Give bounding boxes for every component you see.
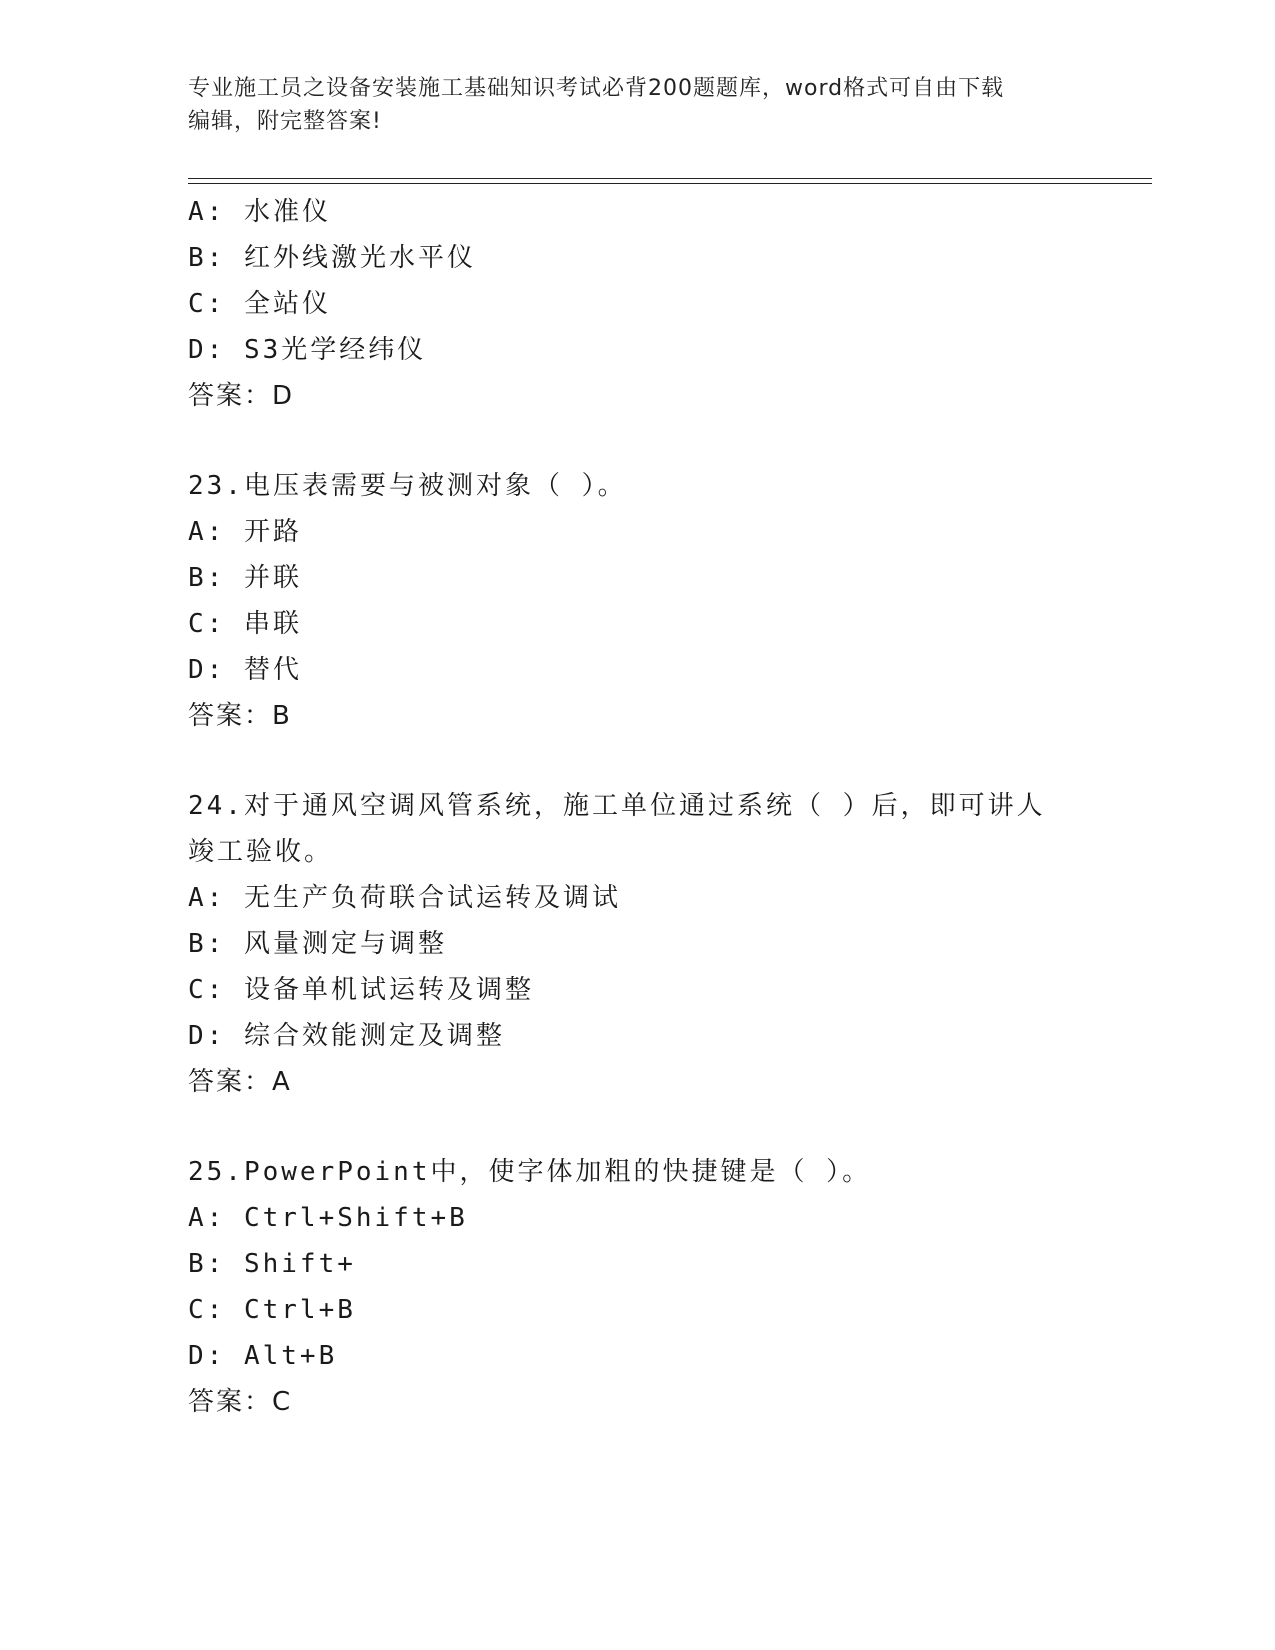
question-22	[188, 189, 1148, 419]
option-b: B: 红外线激光水平仪	[188, 243, 476, 273]
spacer	[188, 1105, 1148, 1149]
spacer	[188, 419, 1148, 463]
spacer	[188, 739, 1148, 783]
option-c: C: 串联	[188, 609, 302, 639]
option-d: D: 替代	[188, 655, 302, 685]
question-24	[188, 783, 1148, 1105]
option-c: C: 设备单机试运转及调整	[188, 975, 534, 1005]
answer: 答案：B	[188, 701, 292, 731]
option-d: D: Alt+B	[188, 1341, 338, 1371]
option-b: B: 风量测定与调整	[188, 929, 447, 959]
answer: 答案：D	[188, 381, 295, 411]
question-25	[188, 1149, 1148, 1425]
answer: 答案：A	[188, 1067, 292, 1097]
header-divider-bottom	[188, 183, 1152, 184]
option-a: A: 水准仪	[188, 197, 331, 227]
option-c: C: Ctrl+B	[188, 1295, 356, 1325]
question-stem: 24.对于通风空调风管系统，施工单位通过系统（ ）后，即可讲人竣工验收。	[188, 791, 1046, 867]
option-c: C: 全站仪	[188, 289, 331, 319]
option-d: D: 综合效能测定及调整	[188, 1021, 505, 1051]
answer: 答案：C	[188, 1387, 293, 1417]
option-b: B: Shift+	[188, 1249, 356, 1279]
option-a: A: 无生产负荷联合试运转及调试	[188, 883, 621, 913]
option-d: D: S3光学经纬仪	[188, 335, 427, 365]
option-a: A: Ctrl+Shift+B	[188, 1203, 468, 1233]
question-list	[188, 189, 1148, 1425]
header-title-line1: 专业施工员之设备安装施工基础知识考试必背200题题库，word格式可自由下载	[188, 76, 1005, 101]
header-title-line2: 编辑，附完整答案!	[188, 109, 382, 134]
option-b: B: 并联	[188, 563, 302, 593]
question-23	[188, 463, 1148, 739]
document-header	[188, 72, 1088, 138]
header-divider-top	[188, 178, 1152, 179]
option-a: A: 开路	[188, 517, 302, 547]
question-stem: 23.电压表需要与被测对象（ ）。	[188, 471, 627, 501]
question-stem: 25.PowerPoint中，使字体加粗的快捷键是（ ）。	[188, 1157, 872, 1187]
